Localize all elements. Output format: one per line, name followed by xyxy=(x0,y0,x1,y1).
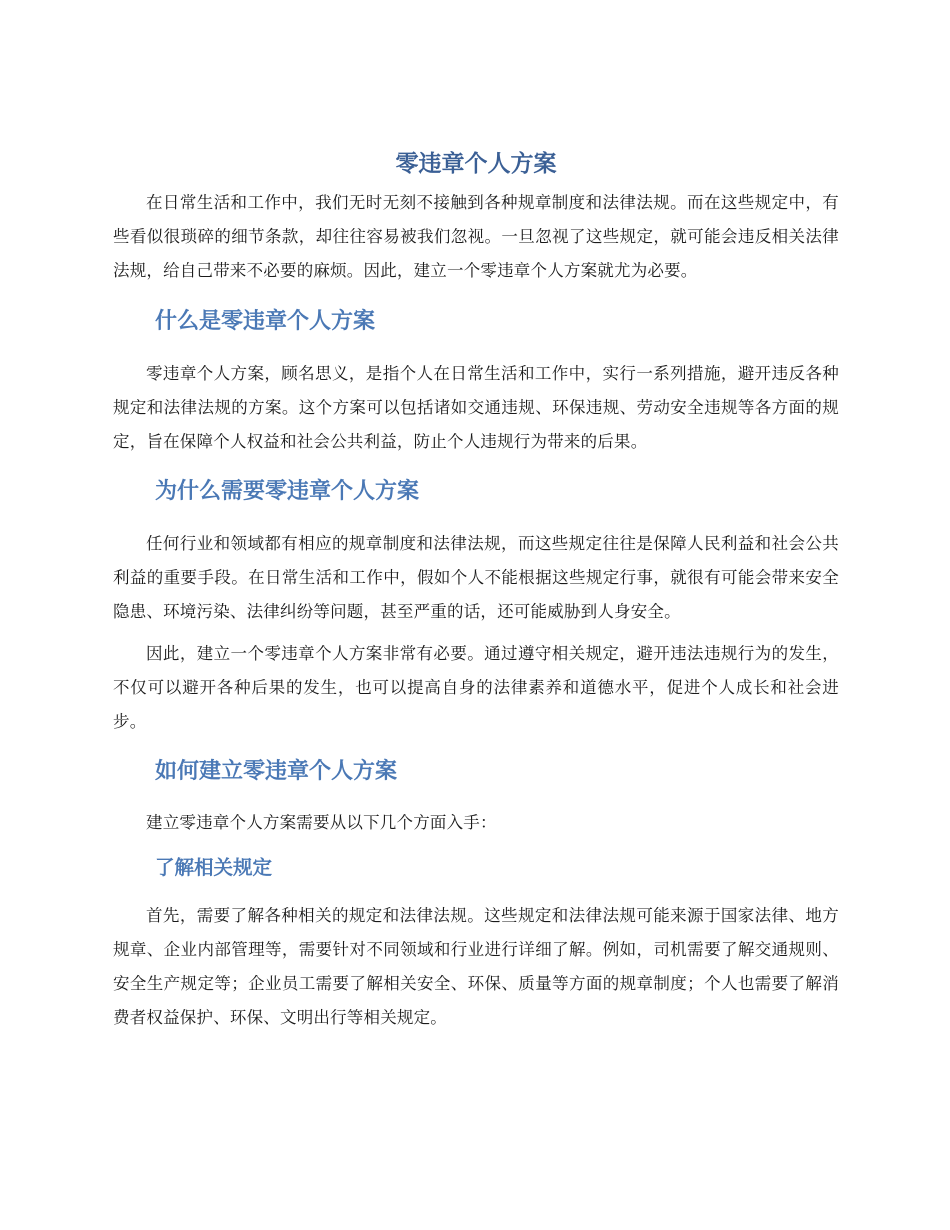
intro-paragraph: 在日常生活和工作中，我们无时无刻不接触到各种规章制度和法律法规。而在这些规定中，有些看似很琐碎的细节条款，却往往容易被我们忽视。一旦忽视了这些规定，就可能会违反相关法律法规，给自己带来不必要的麻烦。因此，建立一个零违章个人方案就尤为必要。 xyxy=(113,193,839,280)
subsection-understand-paragraph: 首先，需要了解各种相关的规定和法律法规。这些规定和法律法规可能来源于国家法律、地方规章、企业内部管理等，需要针对不同领域和行业进行详细了解。例如，司机需要了解交通规则、安全生产规定等；企业员工需要了解相关安全、环保、质量等方面的规章制度；个人也需要了解消费者权益保护、环保、文明出行等相关规定。 xyxy=(113,906,839,1027)
section-heading-why: 为什么需要零违章个人方案 xyxy=(155,479,420,504)
document-title: 零违章个人方案 xyxy=(395,151,557,177)
subsection-heading-understand: 了解相关规定 xyxy=(155,856,273,879)
section-why-paragraph-1: 任何行业和领域都有相应的规章制度和法律法规，而这些规定往往是保障人民利益和社会公共利益的重要手段。在日常生活和工作中，假如个人不能根据这些规定行事，就很有可能会带来安全隐患、环境污染、法律纠纷等问题，甚至严重的话，还可能威胁到人身安全。 xyxy=(113,534,839,621)
section-what-paragraph: 零违章个人方案，顾名思义，是指个人在日常生活和工作中，实行一系列措施，避开违反各种规定和法律法规的方案。这个方案可以包括诸如交通违规、环保违规、劳动安全违规等各方面的规定，旨在保障个人权益和社会公共利益，防止个人违规行为带来的后果。 xyxy=(113,364,839,451)
section-heading-what: 什么是零违章个人方案 xyxy=(155,309,376,334)
document-page xyxy=(113,146,839,1035)
section-heading-how: 如何建立零违章个人方案 xyxy=(155,759,398,784)
section-why-paragraph-2: 因此，建立一个零违章个人方案非常有必要。通过遵守相关规定，避开违法违规行为的发生，不仅可以避开各种后果的发生，也可以提高自身的法律素养和道德水平，促进个人成长和社会进步。 xyxy=(113,644,839,731)
section-how-paragraph: 建立零违章个人方案需要从以下几个方面入手： xyxy=(146,813,497,832)
